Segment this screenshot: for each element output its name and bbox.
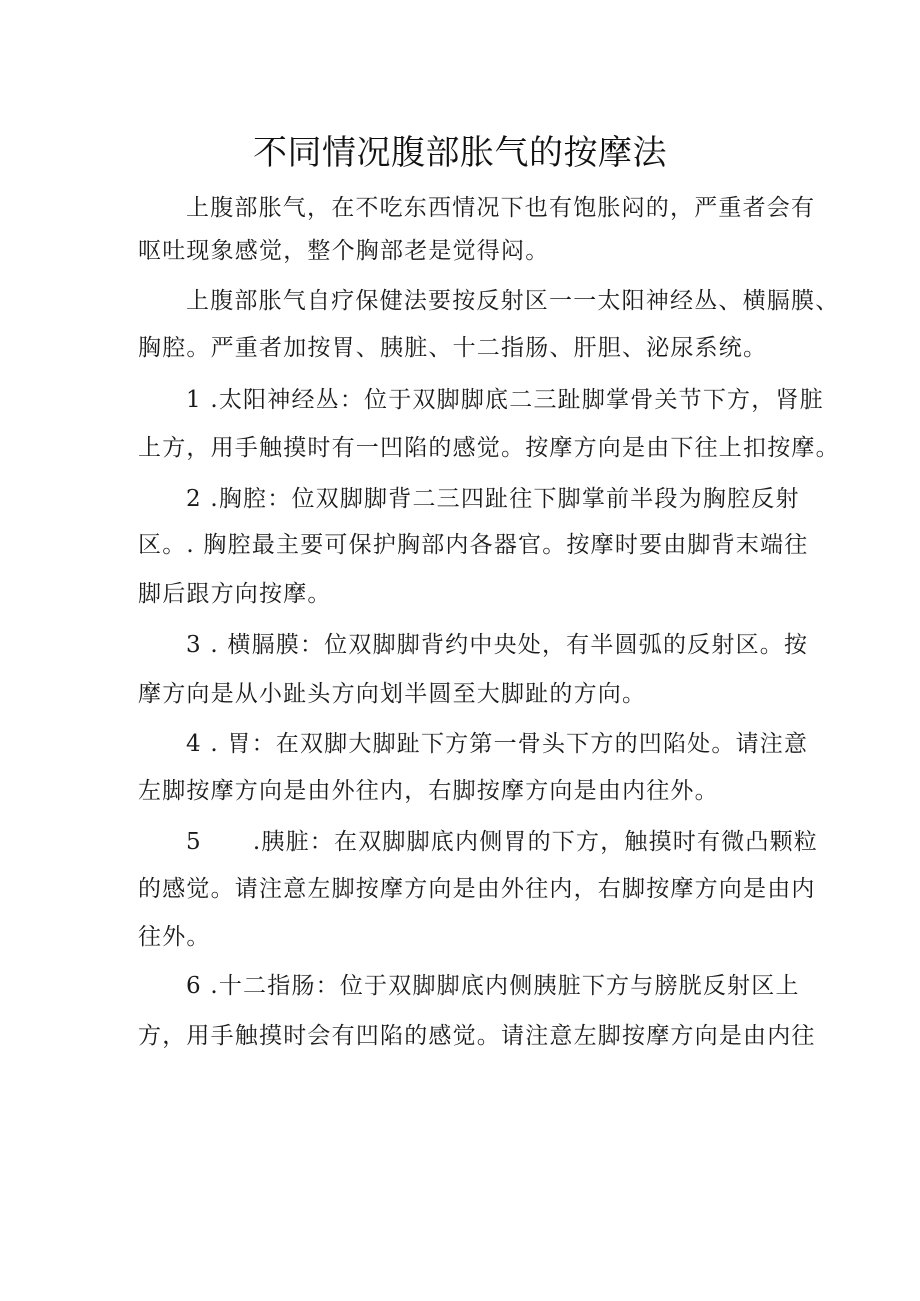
document-title: 不同情况腹部胀气的按摩法	[253, 133, 667, 173]
item-2-line-2: 区。. 胸腔最主要可保护胸部内各器官。按摩时要由脚背末端往	[138, 532, 809, 558]
item-4-line-1: 4 . 胃：在双脚大脚趾下方第一骨头下方的凹陷处。请注意	[186, 731, 809, 757]
item-5-line-2: 的感觉。请注意左脚按摩方向是由外往内，右脚按摩方向是由内	[138, 876, 816, 902]
paragraph-intro-line-2: 呕吐现象感觉，整个胸部老是觉得闷。	[138, 238, 550, 264]
paragraph-intro-line-1: 上腹部胀气，在不吃东西情况下也有饱胀闷的，严重者会有	[186, 195, 816, 221]
item-1-line-1: 1 .太阳神经丛：位于双脚脚底二三趾脚掌骨关节下方，肾脏	[186, 387, 824, 413]
item-1-line-2: 上方，用手触摸时有一凹陷的感觉。按摩方向是由下往上扣按摩。	[138, 435, 840, 461]
item-5-line-1: 5 .胰脏：在双脚脚底内侧胃的下方，触摸时有微凸颗粒	[186, 829, 819, 855]
item-5-line-3: 往外。	[138, 924, 211, 950]
item-3-line-2: 摩方向是从小趾头方向划半圆至大脚趾的方向。	[138, 681, 647, 707]
paragraph-method-line-2: 胸腔。严重者加按胃、胰脏、十二指肠、肝胆、泌尿系统。	[138, 335, 768, 361]
item-4-line-2: 左脚按摩方向是由外往内，右脚按摩方向是由内往外。	[138, 778, 719, 804]
paragraph-method-line-1: 上腹部胀气自疗保健法要按反射区一一太阳神经丛、横膈膜、	[186, 288, 840, 314]
item-3-line-1: 3 . 横膈膜：位双脚脚背约中央处，有半圆弧的反射区。按	[186, 632, 809, 658]
item-6-line-1: 6 .十二指肠：位于双脚脚底内侧胰脏下方与膀胱反射区上	[186, 973, 800, 999]
item-2-line-3: 脚后跟方向按摩。	[138, 581, 332, 607]
item-6-line-2: 方，用手触摸时会有凹陷的感觉。请注意左脚按摩方向是由内往	[138, 1023, 816, 1049]
item-2-line-1: 2 .胸腔：位双脚脚背二三四趾往下脚掌前半段为胸腔反射	[186, 486, 800, 512]
